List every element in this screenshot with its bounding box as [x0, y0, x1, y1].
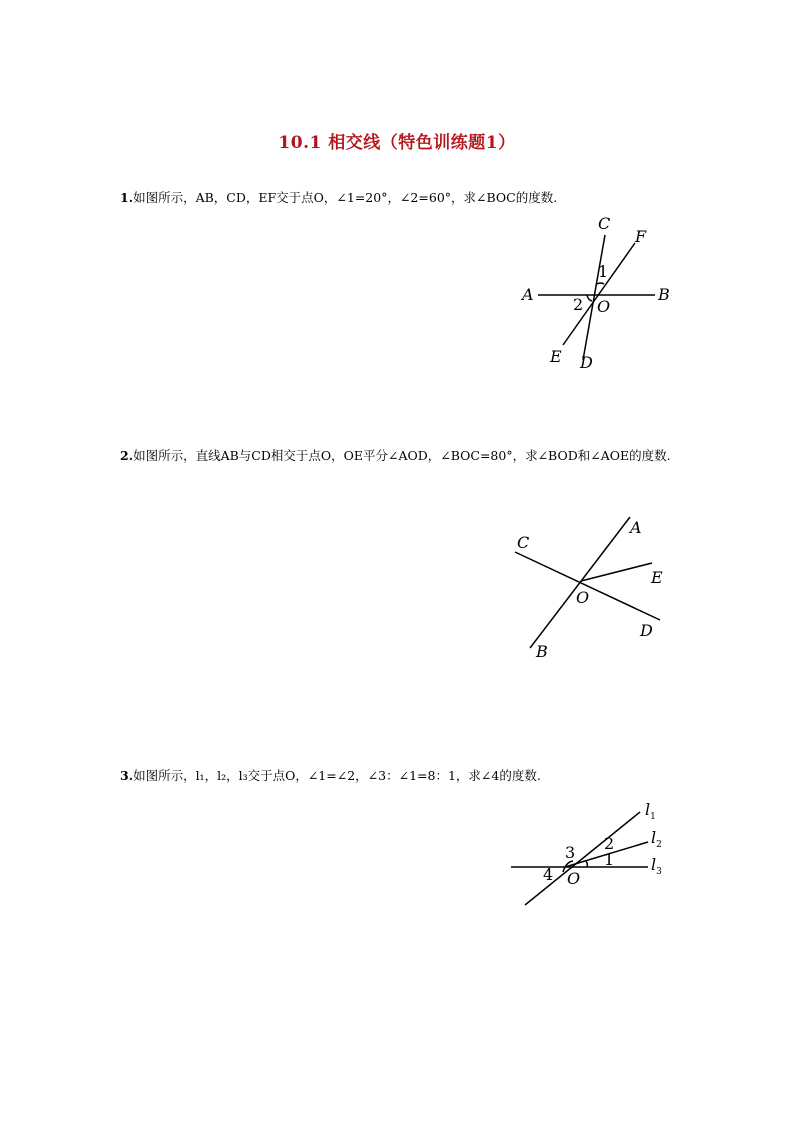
question-number: 2.: [120, 448, 134, 463]
label-o: O: [597, 297, 611, 316]
line-cd: [583, 235, 605, 360]
label-angle-1: 1: [598, 262, 609, 281]
label-d: D: [640, 621, 653, 640]
label-angle-1: 1: [604, 850, 615, 869]
question-2: [120, 440, 680, 472]
label-f: F: [635, 227, 647, 246]
angle-1-arc: [597, 283, 604, 284]
line-cd: [515, 552, 660, 620]
label-l2: $l_2$: [651, 828, 662, 850]
label-l3: $l_3$: [651, 855, 662, 877]
label-a: A: [630, 518, 642, 537]
label-angle-2: 2: [604, 834, 615, 853]
angle-2-arc: [587, 295, 592, 301]
line-ef: [563, 243, 635, 345]
question-3: [120, 760, 680, 792]
label-c: C: [598, 214, 611, 233]
question-text: 如图所示，l₁，l₂，l₃交于点O，∠1=∠2，∠3：∠1=8：1，求∠4的度数.: [133, 768, 541, 783]
question-1: [120, 182, 680, 214]
question-number: 3.: [120, 768, 134, 783]
label-d: D: [580, 353, 593, 372]
angle-1-arc: [586, 861, 587, 867]
line-l1: [525, 812, 640, 905]
label-o: O: [567, 869, 581, 888]
label-angle-3: 3: [565, 843, 576, 862]
label-e: E: [651, 568, 663, 587]
label-o: O: [576, 588, 590, 607]
label-b: B: [536, 642, 548, 661]
question-text: 如图所示，直线AB与CD相交于点O，OE平分∠AOD，∠BOC=80°，求∠BOD和∠AOE的度数.: [133, 448, 671, 463]
ray-oe: [581, 563, 652, 581]
label-c: C: [517, 533, 530, 552]
label-angle-2: 2: [573, 295, 584, 314]
angle-arc: [563, 861, 573, 872]
line-l2: [565, 842, 648, 867]
page-title: 10.1 相交线（特色训练题1）: [278, 133, 516, 153]
label-b: B: [658, 285, 670, 304]
label-l1: $l_1$: [645, 800, 656, 822]
label-angle-4: 4: [543, 865, 554, 884]
question-number: 1.: [120, 190, 134, 205]
line-ab: [530, 517, 630, 648]
label-a: A: [522, 285, 534, 304]
question-text: 如图所示，AB，CD，EF交于点O，∠1=20°，∠2=60°，求∠BOC的度数.: [133, 190, 558, 205]
label-e: E: [550, 347, 562, 366]
